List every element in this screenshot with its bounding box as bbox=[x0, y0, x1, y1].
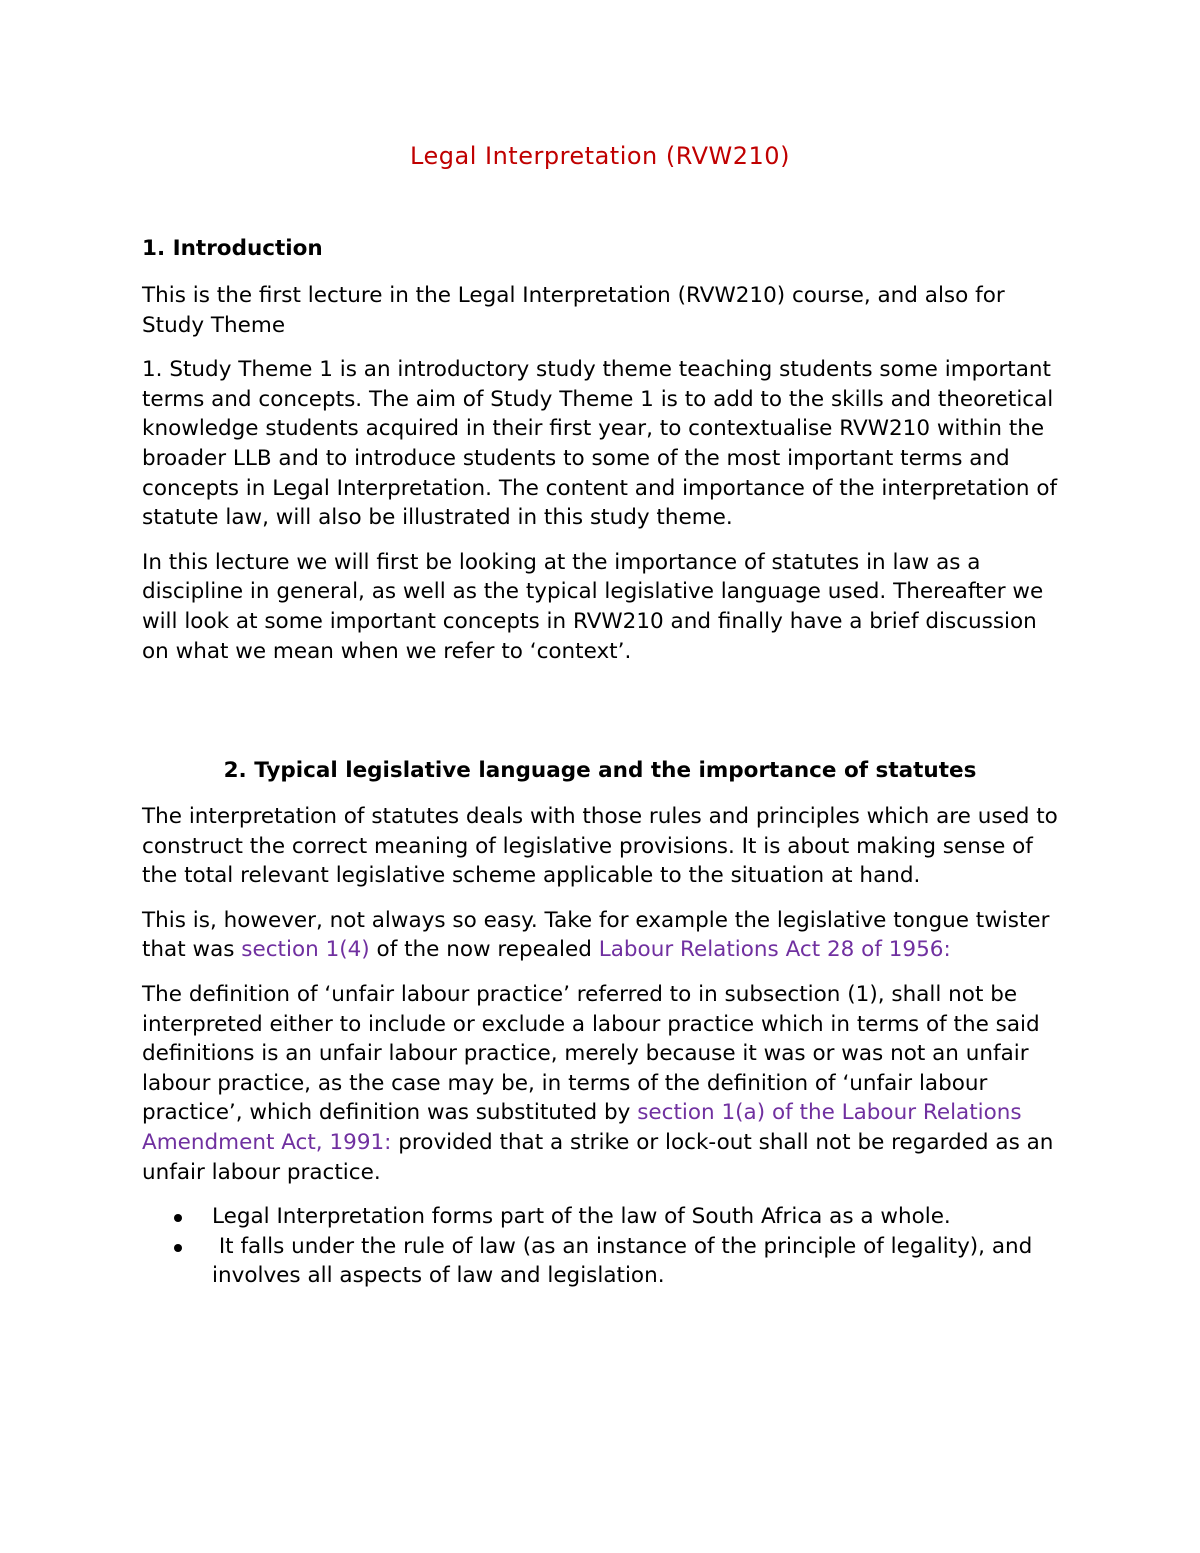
paragraph-text: of the now repealed bbox=[369, 937, 599, 963]
section-1-heading: 1. Introduction bbox=[142, 236, 323, 261]
section-1-4-link[interactable]: section 1(4) bbox=[241, 937, 370, 963]
list-item-text: It falls under the rule of law (as an instance of the principle of legality), and involves all aspects of law and legislation. bbox=[212, 1233, 1040, 1289]
statutes-paragraph-2 bbox=[142, 906, 1062, 965]
section-2-heading: 2. Typical legislative language and the importance of statutes bbox=[223, 758, 977, 783]
labour-relations-act-link[interactable]: Labour Relations Act 28 of 1956: bbox=[598, 937, 951, 963]
document-title: Legal Interpretation (RVW210) bbox=[410, 142, 790, 170]
paragraph-text: provided that a strike or lock-out shall not be regarded as an unfair labour practice. bbox=[142, 1129, 1054, 1185]
paragraph-text: This is, however, not always so easy. Take for example the legislative tongue twister that was bbox=[142, 907, 1050, 963]
intro-paragraph-1: This is the first lecture in the Legal Interpretation (RVW210) course, and also for Study Theme bbox=[142, 283, 1005, 338]
intro-paragraph-3: In this lecture we will first be looking at the importance of statutes in law as a discipline in general, as well as the typical legislative language used. Thereafter we will look at some important concepts in RVW210 and finally have a brief discussion on what we mean when we refer to ‘context’. bbox=[142, 549, 1044, 664]
statutes-quote-paragraph bbox=[142, 980, 1062, 1187]
intro-paragraph-2: 1. Study Theme 1 is an introductory study theme teaching students some important terms and concepts. The aim of Study Theme 1 is to add to the skills and theoretical knowledge students acquired in their first year, to contextualise RVW210 within the broader LLB and to introduce students to some of the most important terms and concepts in Legal Interpretation. The content and importance of the interpretation of statute law, will also be illustrated in this study theme. bbox=[142, 357, 1058, 531]
section-2-body bbox=[142, 802, 1062, 1291]
section-1-body bbox=[142, 281, 1062, 666]
list-item bbox=[142, 1232, 1062, 1291]
bullet-icon bbox=[174, 1214, 182, 1222]
list-item-text: Legal Interpretation forms part of the law of South Africa as a whole. bbox=[212, 1204, 951, 1230]
paragraph-text: The definition of ‘unfair labour practice’ referred to in subsection (1), shall not be interpreted either to include or exclude a labour practice which in terms of the said definitions is an unfair labour practice, merely because it was or was not an unfair labour practice, as the case may be, in terms of the definition of ‘unfair labour practice’, which definition was substituted by bbox=[142, 981, 1040, 1126]
amendment-act-link[interactable]: section 1(a) of the Labour Relations Amendment Act, 1991: bbox=[142, 1100, 1022, 1155]
bullet-list bbox=[142, 1202, 1062, 1291]
statutes-paragraph-1: The interpretation of statutes deals with those rules and principles which are used to construct the correct meaning of legislative provisions. It is about making sense of the total relevant legislative scheme applicable to the situation at hand. bbox=[142, 804, 1058, 889]
list-item bbox=[142, 1202, 1062, 1232]
bullet-icon bbox=[174, 1244, 182, 1252]
